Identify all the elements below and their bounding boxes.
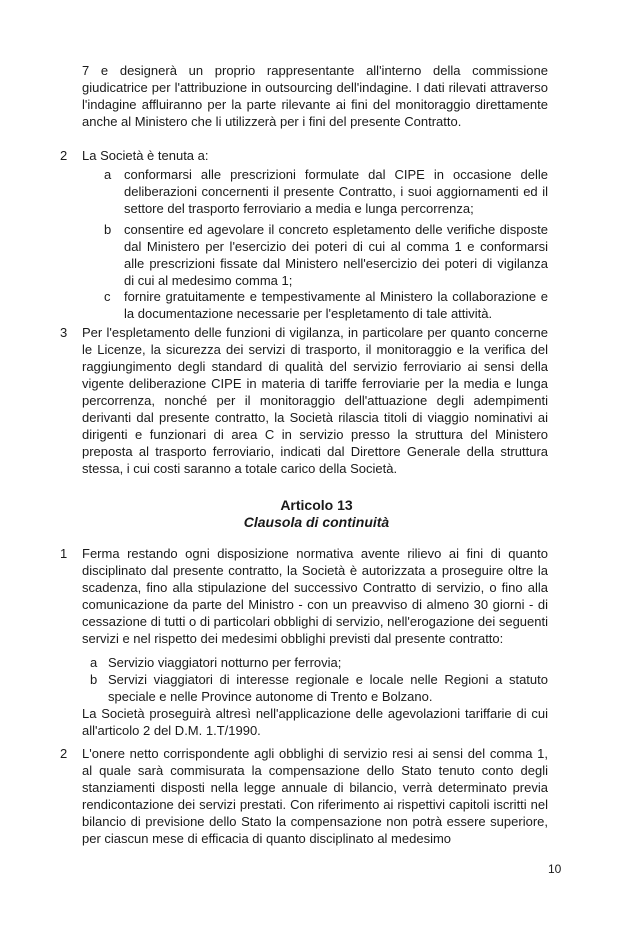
item-2a-text: conformarsi alle prescrizioni formulate dal CIPE in occasione delle deliberazioni concernenti il presente Contratto, i suoi aggiornamenti ed il settore del trasporto ferroviario a media e lunga percorrenza;: [124, 167, 548, 216]
article-subtitle: Clausola di continuità: [243, 514, 390, 530]
item-2c-text: fornire gratuitamente e tempestivamente al Ministero la collaborazione e la documentazione necessarie per l'espletamento di tale attività.: [124, 289, 548, 321]
art-item-1b-letter: b: [90, 672, 98, 687]
page-number: 10: [548, 862, 562, 876]
item-3-text: Per l'espletamento delle funzioni di vigilanza, in particolare per quanto concerne le Licenze, la sicurezza dei servizi di trasporto, il monitoraggio e la verifica del raggiungimento degli standard di qualità del servizio ferroviario ai sensi della vigente deliberazione CIPE in materia di tariffe ferroviarie per la media e lunga percorrenza, nonché per il monitoraggio dell'attuazione degli adempimenti derivanti dal presente contratto, la Società rilascia titoli di viaggio nominativi ai dirigenti e funzionari di area C in servizio presso la struttura del Ministero preposta al trasporto ferroviario, indicati dal Direttore Generale della struttura stessa, i cui costi saranno a totale carico della Società.: [82, 325, 548, 476]
item-3-number: 3: [60, 325, 68, 340]
art-item-1b-text: Servizi viaggiatori di interesse regionale e locale nelle Regioni a statuto speciale e nelle Province autonome di Trento e Bolzano.: [108, 672, 548, 704]
art-item-1-closing: La Società proseguirà altresì nell'applicazione delle agevolazioni tariffarie di cui all'articolo 2 del D.M. 1.T/1990.: [82, 706, 548, 738]
art-item-2-number: 2: [60, 746, 68, 761]
item-2a-letter: a: [104, 167, 112, 182]
article-title: Articolo 13: [280, 497, 353, 513]
item-2c-letter: c: [104, 289, 111, 304]
item-2-intro: La Società è tenuta a:: [82, 148, 209, 163]
art-item-1a-letter: a: [90, 655, 98, 670]
art-item-1-number: 1: [60, 546, 68, 561]
item-2-number: 2: [60, 148, 68, 163]
art-item-2-text: L'onere netto corrispondente agli obblighi di servizio resi ai sensi del comma 1, al quale sarà commisurata la compensazione dello Stato tenuto conto degli stanziamenti disposti nella legge annuale di bilancio, verrà determinato previa rendicontazione dei servizi prestati. Con riferimento ai rispettivi capitoli iscritti nel bilancio di previsione dello Stato la compensazione non potrà essere superiore, per ciascun mese di efficacia di quanto disciplinato al medesimo: [82, 746, 548, 846]
item-2b-text: consentire ed agevolare il concreto espletamento delle verifiche disposte dal Ministero per l'esercizio dei poteri di cui al comma 1 e conformarsi alle prescrizioni fissate dal Ministero nell'esercizio dei poteri di vigilanza di cui al medesimo comma 1;: [124, 222, 548, 288]
art-item-1a-text: Servizio viaggiatori notturno per ferrovia;: [108, 655, 342, 670]
continuation-paragraph: 7 e designerà un proprio rappresentante all'interno della commissione giudicatrice per l'attribuzione in outsourcing dell'indagine. I dati rilevati attraverso l'indagine affluiranno per la parte rilevante ai fini del monitoraggio direttamente anche al Ministero che li utilizzerà per i fini del presente Contratto.: [82, 63, 548, 129]
art-item-1-text: Ferma restando ogni disposizione normativa avente rilievo ai fini di quanto disciplinato dal presente contratto, la Società è autorizzata a proseguire oltre la scadenza, fino alla stipulazione del successivo Contratto di servizio, o fino alla comunicazione da parte del Ministro - con un preavviso di almeno 30 giorni - di cessazione di tutti o di particolari obblighi di servizio, nell'erogazione dei seguenti servizi e nel rispetto dei medesimi obblighi previsti dal presente contratto:: [82, 546, 548, 646]
item-2b-letter: b: [104, 222, 112, 237]
